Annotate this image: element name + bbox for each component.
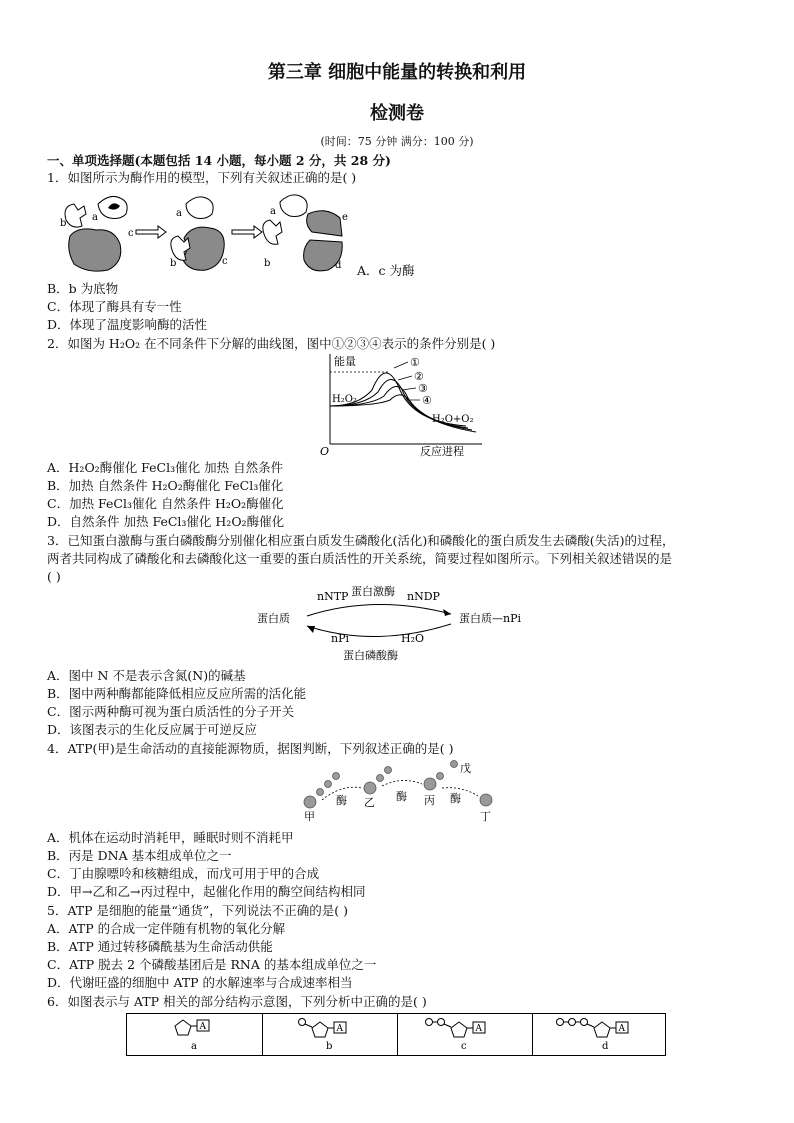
adenine-letter: A xyxy=(336,1024,343,1034)
q1-option-c: C．体现了酶具有专一性 xyxy=(47,299,182,314)
q2-stem: 2．如图为 H₂O₂ 在不同条件下分解的曲线图，图中①②③④表示的条件分别是( ) xyxy=(47,336,496,351)
water-label: H₂O xyxy=(401,632,425,645)
product-label: H₂O+O₂ xyxy=(432,414,474,425)
label-a-2: a xyxy=(176,208,182,219)
q4-stem: 4．ATP(甲)是生命活动的直接能源物质，据图判断，下列叙述正确的是( ) xyxy=(47,741,454,756)
curve-label-3: ③ xyxy=(418,382,428,395)
phosphatase-label: 蛋白磷酸酶 xyxy=(343,649,398,662)
q6-structure-table xyxy=(126,1013,666,1056)
label-c: c xyxy=(128,228,134,239)
ding-base xyxy=(480,794,492,806)
label-a: a xyxy=(92,212,98,223)
arrow-yi-bing xyxy=(382,780,422,786)
q2-option-b: B．加热 自然条件 H₂O₂酶催化 FeCl₃催化 xyxy=(47,478,284,493)
curve-label-2: ② xyxy=(414,370,424,383)
phospho-protein-label: 蛋白质—nPi xyxy=(459,612,522,625)
label-d: d xyxy=(335,260,342,271)
structure-cell xyxy=(397,1014,533,1056)
q3-phosphorylation-diagram xyxy=(255,584,545,664)
structure-c xyxy=(397,1014,532,1056)
bond xyxy=(587,1024,594,1027)
label-a-3: a xyxy=(270,206,276,217)
yi-label: 乙 xyxy=(364,796,375,809)
phosphate-circle xyxy=(581,1019,588,1026)
y-axis-label: 能量 xyxy=(334,355,356,368)
q5-option-c: C．ATP 脱去 2 个磷酸基团后是 RNA 的基本组成单位之一 xyxy=(47,957,377,972)
bing-base xyxy=(424,778,436,790)
bing-label: 丙 xyxy=(424,794,435,807)
enzyme-label-1: 酶 xyxy=(336,794,347,807)
structure-label: a xyxy=(191,1041,197,1052)
q1-option-a: A．c 为酶 xyxy=(357,263,415,278)
structure-cell xyxy=(262,1014,398,1056)
q3-option-a: A．图中 N 不是表示含氮(N)的碱基 xyxy=(47,668,246,683)
jia-label: 甲 xyxy=(304,810,315,823)
q3-stem-line-1: 3．已知蛋白激酶与蛋白磷酸酶分别催化相应蛋白质发生磷酸化(活化)和磷酸化的蛋白质发生去磷酸(失活)的过程， xyxy=(47,533,675,548)
q3-option-c: C．图示两种酶可视为蛋白质活性的分子开关 xyxy=(47,704,295,719)
adenine-letter: A xyxy=(199,1022,206,1032)
jia-phosphate-2 xyxy=(325,781,332,788)
phosphate-circle xyxy=(438,1019,445,1026)
structure-d xyxy=(532,1014,667,1056)
yi-phosphate-1 xyxy=(377,775,384,782)
structure-a xyxy=(127,1014,262,1056)
substrate-shape-3 xyxy=(280,195,307,217)
q5-option-b: B．ATP 通过转移磷酰基为生命活动供能 xyxy=(47,939,273,954)
reverse-arrowhead xyxy=(307,626,315,633)
q3-stem-line-2: 两者共同构成了磷酸化和去磷酸化这一重要的蛋白质活性的开关系统，简要过程如图所示。下列相关叙述错误的是 xyxy=(47,551,673,566)
q1-option-d: D．体现了温度影响酶的活性 xyxy=(47,317,208,332)
label-c-2: c xyxy=(222,256,228,267)
q5-option-a: A．ATP 的合成一定伴随有机物的氧化分解 xyxy=(47,921,286,936)
protein-label: 蛋白质 xyxy=(257,612,290,625)
product-shape-3 xyxy=(263,220,282,244)
enzyme-c-shape xyxy=(69,229,121,271)
phosphate-circle xyxy=(557,1019,564,1026)
ribose-pentagon xyxy=(312,1022,328,1037)
structure-label: c xyxy=(461,1041,467,1052)
jia-phosphate-1 xyxy=(317,789,324,796)
q4-atp-hydrolysis-diagram xyxy=(296,758,502,824)
ribose-pentagon xyxy=(175,1020,191,1035)
q4-option-b: B．丙是 DNA 基本组成单位之一 xyxy=(47,848,232,863)
reverse-arrow xyxy=(307,624,451,637)
exam-meta: (时间：75 分钟 满分：100 分) xyxy=(320,135,474,148)
arrow-2 xyxy=(232,226,262,238)
q5-stem: 5．ATP 是细胞的能量“通货”，下列说法不正确的是( ) xyxy=(47,903,349,918)
q2-energy-chart xyxy=(316,350,486,458)
label-e: e xyxy=(342,212,348,223)
bond xyxy=(444,1024,451,1027)
ribose-pentagon xyxy=(451,1022,467,1037)
q3-option-b: B．图中两种酶都能降低相应反应所需的活化能 xyxy=(47,686,307,701)
q2-option-c: C．加热 FeCl₃催化 自然条件 H₂O₂酶催化 xyxy=(47,496,284,511)
q1-option-b: B．b 为底物 xyxy=(47,281,119,296)
enzyme-label-3: 酶 xyxy=(450,792,461,805)
wu-phosphate xyxy=(451,761,458,768)
q6-stem: 6．如图表示与 ATP 相关的部分结构示意图，下列分析中正确的是( ) xyxy=(47,994,427,1009)
enzyme-label-2: 酶 xyxy=(396,790,407,803)
molecule-b-shape xyxy=(65,204,86,227)
ribose-pentagon xyxy=(594,1022,610,1037)
q1-enzyme-figure xyxy=(58,188,358,274)
q3-stem-line-3: ( ) xyxy=(47,569,61,584)
origin-label: O xyxy=(320,445,330,458)
bing-phosphate-1 xyxy=(437,773,444,780)
substrate-shape-2 xyxy=(186,197,213,219)
forward-arrowhead xyxy=(443,609,451,616)
q4-option-d: D．甲→乙和乙→丙过程中，起催化作用的酶空间结构相同 xyxy=(47,884,366,899)
label-b: b xyxy=(60,218,67,229)
q2-option-d: D．自然条件 加热 FeCl₃催化 H₂O₂酶催化 xyxy=(47,514,285,529)
wu-label: 戊 xyxy=(460,762,471,775)
structure-cell xyxy=(127,1014,263,1056)
leader-1 xyxy=(394,362,408,368)
page-title: 第三章 细胞中能量的转换和利用 xyxy=(267,62,527,83)
q1-stem: 1．如图所示为酶作用的模型，下列有关叙述正确的是( ) xyxy=(47,170,357,185)
bond xyxy=(305,1024,312,1027)
page-subtitle: 检测卷 xyxy=(370,103,424,124)
curve-label-4: ④ xyxy=(422,394,432,407)
section-heading: 一、单项选择题(本题包括 14 小题，每小题 2 分，共 28 分) xyxy=(47,153,391,168)
structure-label: d xyxy=(602,1041,609,1052)
ndp-label: nNDP xyxy=(407,590,440,603)
structure-label: b xyxy=(326,1041,333,1052)
phosphate-circle xyxy=(299,1019,306,1026)
yi-base xyxy=(364,782,376,794)
phosphate-circle xyxy=(426,1019,433,1026)
ntp-label: nNTP xyxy=(317,590,349,603)
kinase-label: 蛋白激酶 xyxy=(351,585,395,598)
forward-arrow xyxy=(307,604,451,616)
adenine-letter: A xyxy=(475,1024,482,1034)
leader-2 xyxy=(398,376,412,380)
q4-option-a: A．机体在运动时消耗甲，睡眠时则不消耗甲 xyxy=(47,830,294,845)
leader-3 xyxy=(402,388,416,390)
ding-label: 丁 xyxy=(480,810,491,823)
adenine-letter: A xyxy=(618,1024,625,1034)
arrow-1 xyxy=(136,226,166,238)
yi-phosphate-2 xyxy=(385,767,392,774)
pi-label: nPi xyxy=(331,632,350,645)
label-b-2: b xyxy=(170,258,177,269)
curve-label-1: ① xyxy=(410,356,420,369)
jia-phosphate-3 xyxy=(333,773,340,780)
split-shape-e xyxy=(307,211,342,236)
structure-b xyxy=(262,1014,397,1056)
label-b-3: b xyxy=(264,258,271,269)
x-axis-label: 反应进程 xyxy=(420,445,464,458)
q2-option-a: A．H₂O₂酶催化 FeCl₃催化 加热 自然条件 xyxy=(47,460,284,475)
q5-option-d: D．代谢旺盛的细胞中 ATP 的水解速率与合成速率相当 xyxy=(47,975,353,990)
q4-option-c: C．丁由腺嘌呤和核糖组成，而戊可用于甲的合成 xyxy=(47,866,320,881)
reactant-label: H₂O₂ xyxy=(332,394,357,405)
q3-option-d: D．该图表示的生化反应属于可逆反应 xyxy=(47,722,258,737)
structure-cell xyxy=(532,1014,667,1056)
jia-base xyxy=(304,796,316,808)
phosphate-circle xyxy=(569,1019,576,1026)
